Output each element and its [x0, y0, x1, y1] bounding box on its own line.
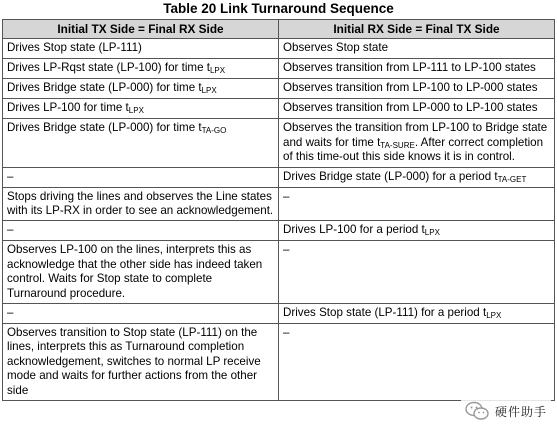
table-row	[3, 324, 555, 401]
watermark-text: 硬件助手	[494, 404, 547, 419]
table-header-row	[3, 20, 555, 39]
table-row	[3, 39, 555, 59]
tx-cell: Drives Bridge state (LP-000) for time $t_{TA-GO}$	[3, 119, 279, 167]
tx-cell: Observes LP-100 on the lines, interprets this as acknowledge that the other side has indeed taken control. Waits for Stop state to complete Turnaround procedure.	[3, 241, 279, 304]
table-row	[3, 221, 555, 241]
tx-cell: Stops driving the lines and observes the Line states with its LP-RX in order to see an acknowledgement.	[3, 187, 279, 221]
watermark	[461, 400, 551, 422]
rx-cell: Drives LP-100 for a period $t_{LPX}$	[279, 221, 555, 241]
rx-cell: –	[279, 324, 555, 401]
wechat-icon	[465, 401, 489, 421]
tx-cell: Drives LP-Rqst state (LP-100) for time $t_{LPX}$	[3, 59, 279, 79]
tx-cell: –	[3, 221, 279, 241]
rx-cell: Observes transition from LP-000 to LP-100 states	[279, 99, 555, 119]
tx-cell: Drives Stop state (LP-111)	[3, 39, 279, 59]
rx-cell: Drives Bridge state (LP-000) for a period $t_{TA-GET}$	[279, 167, 555, 187]
tx-cell: Observes transition to Stop state (LP-111) on the lines, interprets this as Turnaround completion acknowledgement, switches to normal LP receive mode and waits for further actions from the other side	[3, 324, 279, 401]
table-row	[3, 119, 555, 167]
table-row	[3, 241, 555, 304]
rx-cell: Observes transition from LP-111 to LP-100 states	[279, 59, 555, 79]
tx-cell: Drives LP-100 for time $t_{LPX}$	[3, 99, 279, 119]
column-header-rx: Initial RX Side = Final TX Side	[279, 20, 555, 39]
rx-cell: –	[279, 187, 555, 221]
table-row	[3, 99, 555, 119]
tx-cell: –	[3, 304, 279, 324]
rx-cell: Observes transition from LP-100 to LP-000 states	[279, 79, 555, 99]
table-row	[3, 59, 555, 79]
table-title: Table 20 Link Turnaround Sequence	[163, 1, 394, 16]
table-row	[3, 187, 555, 221]
table-row	[3, 304, 555, 324]
tx-cell: Drives Bridge state (LP-000) for time $t_{LPX}$	[3, 79, 279, 99]
rx-cell: Observes the transition from LP-100 to Bridge state and waits for time $t_{TA-SURE}$. After correct completion of this time-out this side knows it is in control.	[279, 119, 555, 167]
tx-cell: –	[3, 167, 279, 187]
rx-cell: –	[279, 241, 555, 304]
table-row	[3, 79, 555, 99]
column-header-tx: Initial TX Side = Final RX Side	[3, 20, 279, 39]
rx-cell: Drives Stop state (LP-111) for a period $t_{LPX}$	[279, 304, 555, 324]
link-turnaround-table	[2, 19, 555, 401]
table-row	[3, 167, 555, 187]
rx-cell: Observes Stop state	[279, 39, 555, 59]
